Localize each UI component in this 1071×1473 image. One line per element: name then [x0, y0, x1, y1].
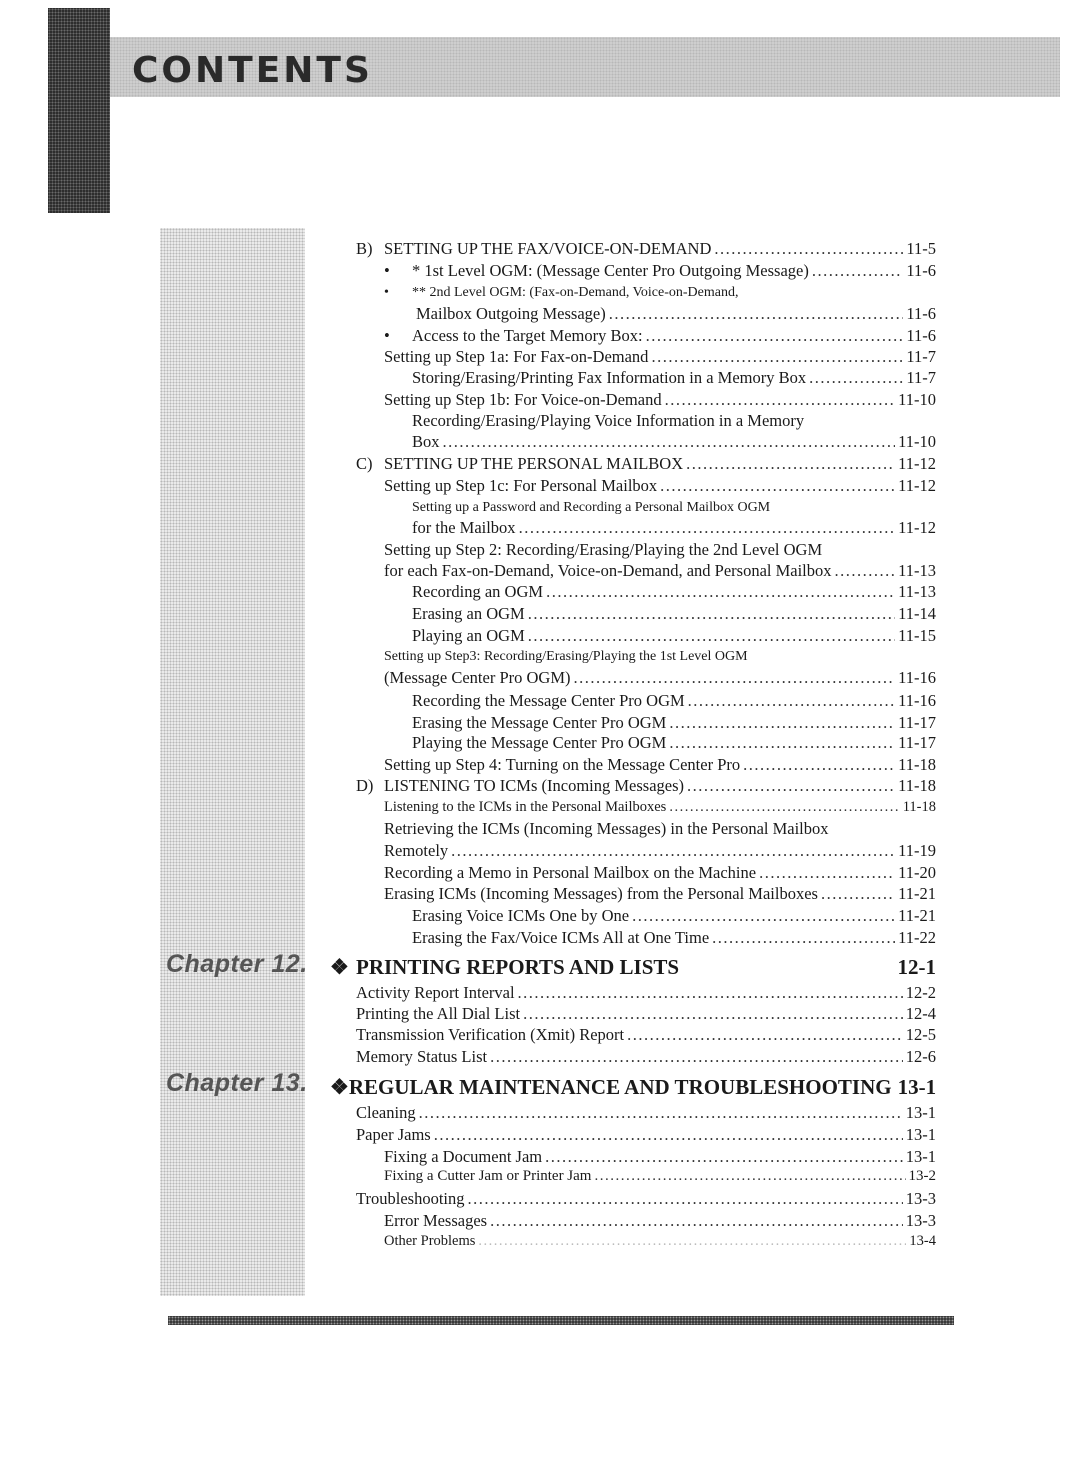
diamond-icon: ❖	[330, 955, 349, 979]
footer-rule	[168, 1316, 954, 1325]
toc-text: Troubleshooting	[356, 1189, 465, 1208]
toc-text: Recording an OGM	[412, 582, 544, 601]
toc-page: 11-17	[898, 713, 936, 732]
toc-entry[interactable]	[412, 368, 936, 388]
toc-text: Cleaning	[356, 1103, 416, 1122]
toc-text: SETTING UP THE PERSONAL MAILBOX	[384, 454, 684, 473]
toc-text: Playing the Message Center Pro OGM	[412, 733, 667, 752]
toc-entry[interactable]	[384, 347, 936, 367]
toc-page: 11-10	[898, 390, 936, 409]
toc-page: 12-6	[905, 1047, 936, 1066]
toc-entry-line: Retrieving the ICMs (Incoming Messages) in the Personal Mailbox	[384, 819, 829, 838]
toc-entry[interactable]	[356, 1047, 936, 1067]
toc-page: 11-7	[906, 368, 936, 387]
toc-entry[interactable]	[412, 582, 936, 602]
toc-leader	[574, 668, 896, 688]
bullet-icon: •	[384, 285, 389, 300]
toc-entry[interactable]	[356, 1004, 936, 1024]
toc-entry[interactable]	[412, 928, 936, 948]
toc-leader	[468, 1189, 903, 1209]
toc-page: 11-13	[898, 561, 936, 580]
toc-text: Transmission Verification (Xmit) Report	[356, 1025, 625, 1044]
toc-text: Error Messages	[384, 1211, 488, 1230]
toc-entry-line: Setting up Step3: Recording/Erasing/Playing the 1st Level OGM	[384, 649, 748, 664]
toc-text: * 1st Level OGM: (Message Center Pro Outgoing Message)	[412, 261, 809, 280]
toc-text: Other Problems	[384, 1233, 476, 1249]
toc-prefix: D)	[356, 776, 374, 795]
toc-page: 11-18	[898, 755, 936, 774]
toc-page: 11-12	[898, 454, 936, 473]
toc-text: Erasing the Message Center Pro OGM	[412, 713, 667, 732]
toc-entry[interactable]	[384, 755, 936, 775]
toc-text: Erasing Voice ICMs One by One	[412, 906, 630, 925]
toc-page: 11-15	[898, 626, 936, 645]
toc-page: 11-10	[898, 432, 936, 451]
toc-page: 13-3	[905, 1189, 936, 1208]
toc-page: 11-21	[898, 906, 936, 925]
toc-page: 11-19	[898, 841, 936, 860]
toc-entry[interactable]	[384, 799, 936, 816]
toc-text: Fixing a Document Jam	[384, 1147, 543, 1166]
toc-entry[interactable]	[384, 261, 936, 281]
toc-page: 11-20	[898, 863, 936, 882]
toc-text: Setting up Step 1c: For Personal Mailbox	[384, 476, 658, 495]
toc-page: 11-14	[898, 604, 936, 623]
toc-leader	[632, 906, 895, 926]
toc-text: Erasing the Fax/Voice ICMs All at One Time	[412, 928, 710, 947]
toc-page: 13-3	[905, 1211, 936, 1230]
toc-entry-line: Setting up a Password and Recording a Personal Mailbox OGM	[412, 500, 771, 515]
toc-entry[interactable]	[384, 1147, 936, 1167]
toc-leader	[714, 239, 903, 259]
toc-page: 11-13	[898, 582, 936, 601]
toc-page: 12-5	[905, 1025, 936, 1044]
toc-leader	[743, 755, 895, 775]
chapter-page: 12-1	[897, 955, 936, 979]
toc-text: Box	[412, 432, 440, 451]
toc-leader	[712, 928, 895, 948]
toc-leader	[434, 1125, 903, 1145]
toc-page: 13-4	[909, 1233, 936, 1249]
toc-text: Fixing a Cutter Jam or Printer Jam	[384, 1168, 592, 1184]
bullet-icon: •	[384, 261, 390, 280]
toc-entry[interactable]	[384, 326, 936, 346]
toc-text: Setting up Step 1a: For Fax-on-Demand	[384, 347, 649, 366]
toc-entry[interactable]	[384, 390, 936, 410]
toc-page: 11-18	[898, 776, 936, 795]
toc-entry[interactable]	[356, 1103, 936, 1123]
toc-leader	[669, 799, 899, 816]
toc-entry[interactable]	[384, 1211, 936, 1231]
toc-leader	[478, 1233, 906, 1250]
toc-page: 11-12	[898, 476, 936, 495]
toc-leader	[490, 1211, 903, 1231]
toc-entry[interactable]	[412, 604, 936, 624]
toc-entry[interactable]	[384, 1233, 936, 1250]
toc-leader	[523, 1004, 903, 1024]
toc-section-b[interactable]	[356, 239, 936, 259]
header-side-block	[48, 8, 110, 213]
diamond-icon: ❖	[330, 1075, 349, 1099]
toc-leader	[660, 476, 895, 496]
toc-leader	[759, 863, 895, 883]
toc-leader	[528, 626, 895, 646]
toc-entry[interactable]	[412, 626, 936, 646]
toc-page: 11-18	[902, 799, 936, 815]
chapter-13-heading[interactable]	[330, 1075, 936, 1100]
toc-section-c[interactable]	[356, 454, 936, 474]
toc-text: Setting up Step 1b: For Voice-on-Demand	[384, 390, 662, 409]
chapter-title: REGULAR MAINTENANCE AND TROUBLESHOOTING	[348, 1075, 892, 1099]
toc-leader	[594, 1168, 905, 1185]
toc-leader	[419, 1103, 903, 1123]
toc-prefix: C)	[356, 454, 373, 473]
toc-page: 13-1	[905, 1125, 936, 1144]
toc-leader	[646, 326, 904, 346]
chapter-page: 13-1	[897, 1075, 937, 1099]
toc-entry[interactable]	[416, 304, 936, 324]
toc-leader	[519, 518, 896, 538]
toc-entry[interactable]	[412, 432, 936, 452]
toc-leader	[821, 884, 895, 904]
toc-leader	[518, 983, 903, 1003]
toc-entry-line	[384, 285, 738, 301]
toc-entry[interactable]	[384, 1168, 936, 1185]
toc-entry[interactable]	[356, 1025, 936, 1045]
toc-text: Recording a Memo in Personal Mailbox on the Machine	[384, 863, 757, 882]
toc-text: Recording the Message Center Pro OGM	[412, 691, 685, 710]
toc-leader	[490, 1047, 903, 1067]
toc-text: Listening to the ICMs in the Personal Mailboxes	[384, 799, 667, 815]
toc-text: Memory Status List	[356, 1047, 488, 1066]
toc-text: Setting up Step 4: Turning on the Message Center Pro	[384, 755, 741, 774]
toc-entry[interactable]	[412, 691, 936, 711]
toc-entry[interactable]	[412, 518, 936, 538]
toc-entry[interactable]	[412, 733, 936, 753]
toc-page: 12-2	[905, 983, 936, 1002]
toc-text: Playing an OGM	[412, 626, 525, 645]
toc-text: ** 2nd Level OGM: (Fax-on-Demand, Voice-on-Demand,	[412, 285, 739, 300]
toc-entry-line: Setting up Step 2: Recording/Erasing/Playing the 2nd Level OGM	[384, 540, 823, 559]
toc-leader	[451, 841, 895, 861]
chapter-12-label: Chapter 12.	[166, 950, 308, 978]
toc-text: Mailbox Outgoing Message)	[416, 304, 606, 323]
toc-page: 11-12	[898, 518, 936, 537]
toc-leader	[669, 713, 895, 733]
toc-text: for each Fax-on-Demand, Voice-on-Demand, and Personal Mailbox	[384, 561, 832, 580]
toc-text: Activity Report Interval	[356, 983, 515, 1002]
toc-entry[interactable]	[384, 561, 936, 581]
toc-leader	[609, 304, 904, 324]
toc-leader	[443, 432, 896, 452]
toc-leader	[546, 582, 895, 602]
toc-page: 13-1	[905, 1147, 936, 1166]
chapter-title: PRINTING REPORTS AND LISTS	[356, 955, 680, 979]
toc-page: 11-5	[906, 239, 936, 258]
toc-page: 11-17	[898, 733, 936, 752]
toc-page: 13-2	[908, 1168, 936, 1184]
toc-text: Erasing an OGM	[412, 604, 525, 623]
toc-leader	[627, 1025, 903, 1045]
toc-text: (Message Center Pro OGM)	[384, 668, 571, 687]
toc-leader	[651, 347, 903, 367]
toc-page: 11-6	[906, 304, 936, 323]
toc-entry[interactable]	[356, 1125, 936, 1145]
toc-text: Paper Jams	[356, 1125, 431, 1144]
toc-page: 11-6	[906, 261, 936, 280]
toc-entry-line: Recording/Erasing/Playing Voice Information in a Memory	[412, 411, 805, 430]
toc-leader	[686, 454, 895, 474]
chapter-12-heading[interactable]	[330, 955, 936, 980]
toc-page: 11-7	[906, 347, 936, 366]
toc-text: for the Mailbox	[412, 518, 516, 537]
toc-leader	[809, 368, 903, 388]
toc-entry[interactable]	[384, 884, 936, 904]
toc-leader	[835, 561, 896, 581]
toc-leader	[812, 261, 904, 281]
toc-prefix: B)	[356, 239, 373, 258]
toc-entry[interactable]	[384, 668, 936, 688]
toc-page: 11-21	[898, 884, 936, 903]
toc-text: Access to the Target Memory Box:	[412, 326, 643, 345]
toc-text: SETTING UP THE FAX/VOICE-ON-DEMAND	[384, 239, 712, 258]
toc-leader	[687, 776, 895, 796]
toc-entry[interactable]	[384, 841, 936, 861]
chapter-column	[160, 228, 305, 1296]
toc-entry[interactable]	[356, 983, 936, 1003]
toc-entry[interactable]	[384, 863, 936, 883]
toc-entry[interactable]	[412, 713, 936, 733]
toc-leader	[665, 390, 896, 410]
toc-text: Storing/Erasing/Printing Fax Information in a Memory Box	[412, 368, 807, 387]
toc-entry[interactable]	[384, 476, 936, 496]
toc-leader	[528, 604, 895, 624]
toc-text: Erasing ICMs (Incoming Messages) from the Personal Mailboxes	[384, 884, 818, 903]
toc-leader	[545, 1147, 903, 1167]
toc-page: 11-16	[898, 668, 936, 687]
toc-entry[interactable]	[356, 1189, 936, 1209]
bullet-icon: •	[384, 326, 390, 345]
page-title: CONTENTS	[132, 50, 373, 91]
chapter-13-label: Chapter 13.	[166, 1069, 308, 1097]
toc-page: 12-4	[905, 1004, 936, 1023]
toc-text: Remotely	[384, 841, 449, 860]
toc-entry[interactable]	[412, 906, 936, 926]
toc-text: LISTENING TO ICMs (Incoming Messages)	[384, 776, 685, 795]
toc-page: 11-16	[898, 691, 936, 710]
toc-page: 11-6	[906, 326, 936, 345]
toc-page: 11-22	[898, 928, 936, 947]
toc-section-d[interactable]	[356, 776, 936, 796]
toc-text: Printing the All Dial List	[356, 1004, 521, 1023]
toc-leader	[669, 733, 895, 753]
toc-page: 13-1	[905, 1103, 936, 1122]
toc-leader	[688, 691, 895, 711]
